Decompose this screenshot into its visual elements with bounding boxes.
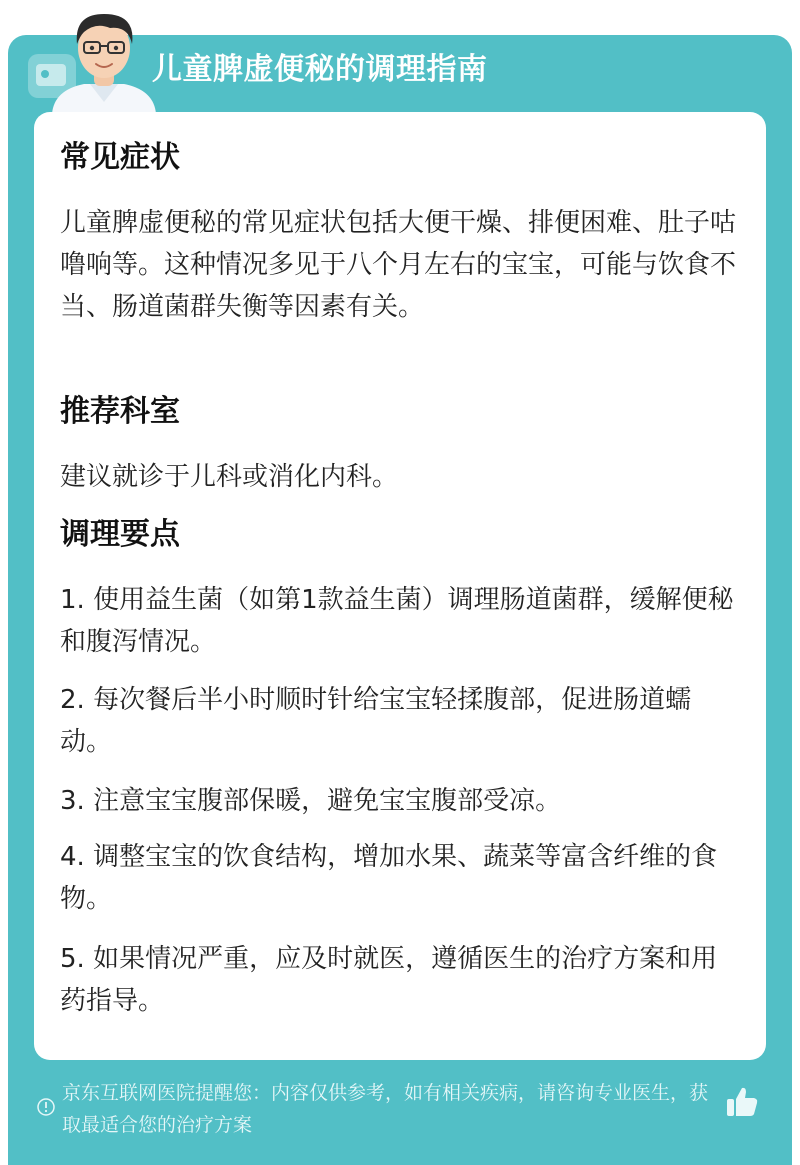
section-heading-symptoms: 常见症状 (60, 140, 180, 175)
footer-disclaimer: 京东互联网医院提醒您：内容仅供参考，如有相关疾病，请咨询专业医生，获取最适合您的治疗方案 (62, 1082, 709, 1136)
page-title: 儿童脾虚便秘的调理指南 (152, 52, 488, 87)
section-heading-care-points: 调理要点 (60, 517, 180, 552)
list-item: 4. 调整宝宝的饮食结构，增加水果、蔬菜等富含纤维的食物。 (60, 842, 718, 914)
doctor-avatar (44, 4, 164, 114)
list-item: 5. 如果情况严重，应及时就医，遵循医生的治疗方案和用药指导。 (60, 944, 718, 1016)
list-item: 3. 注意宝宝腹部保暖，避免宝宝腹部受凉。 (60, 786, 562, 816)
info-icon (36, 1097, 56, 1117)
content-card (34, 112, 766, 1060)
section-heading-department: 推荐科室 (60, 394, 180, 429)
list-item: 2. 每次餐后半小时顺时针给宝宝轻揉腹部，促进肠道蠕动。 (60, 685, 692, 757)
thumbs-up-icon[interactable] (724, 1084, 760, 1120)
section-body-symptoms: 儿童脾虚便秘的常见症状包括大便干燥、排便困难、肚子咕噜响等。这种情况多见于八个月左右的宝宝，可能与饮食不当、肠道菌群失衡等因素有关。 (60, 208, 737, 322)
list-item: 1. 使用益生菌（如第1款益生菌）调理肠道菌群，缓解便秘和腹泻情况。 (60, 585, 734, 657)
section-body-department: 建议就诊于儿科或消化内科。 (60, 462, 399, 492)
